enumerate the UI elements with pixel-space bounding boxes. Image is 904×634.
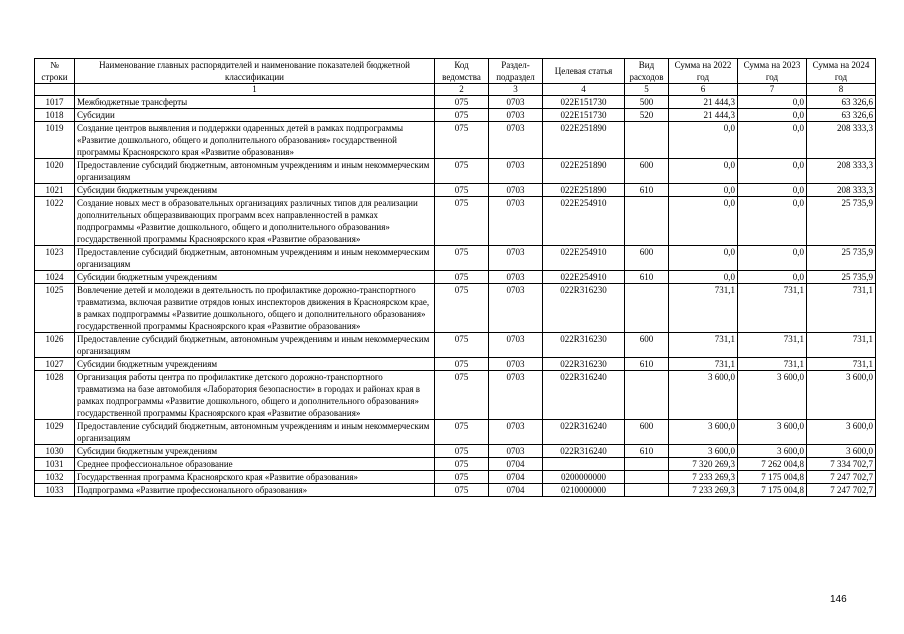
column-numbers-row <box>35 84 876 96</box>
row-sum-2023: 0,0 <box>738 109 807 122</box>
row-target: 022R316230 <box>543 333 625 358</box>
row-target: 022R316240 <box>543 371 625 420</box>
row-sum-2024: 208 333,3 <box>807 184 876 197</box>
row-sum-2022: 3 600,0 <box>669 445 738 458</box>
row-sum-2022: 21 444,3 <box>669 96 738 109</box>
row-dept-code: 075 <box>435 271 489 284</box>
row-sum-2022: 0,0 <box>669 197 738 246</box>
row-sum-2024: 731,1 <box>807 333 876 358</box>
row-dept-code: 075 <box>435 484 489 497</box>
row-section: 0704 <box>489 484 543 497</box>
row-target: 022E254910 <box>543 271 625 284</box>
row-expense-type: 610 <box>625 271 669 284</box>
row-sum-2023: 7 262 004,8 <box>738 458 807 471</box>
row-sum-2022: 0,0 <box>669 122 738 159</box>
column-number: 2 <box>435 84 489 96</box>
row-sum-2023: 3 600,0 <box>738 420 807 445</box>
row-name: Государственная программа Красноярского края «Развитие образования» <box>75 471 435 484</box>
row-expense-type: 600 <box>625 420 669 445</box>
row-sum-2023: 0,0 <box>738 197 807 246</box>
row-section: 0703 <box>489 122 543 159</box>
row-expense-type: 520 <box>625 109 669 122</box>
row-number: 1029 <box>35 420 75 445</box>
row-sum-2024: 208 333,3 <box>807 122 876 159</box>
row-sum-2022: 0,0 <box>669 184 738 197</box>
header-sum-2024: Сумма на 2024 год <box>807 59 876 84</box>
row-name: Субсидии бюджетным учреждениям <box>75 358 435 371</box>
row-dept-code: 075 <box>435 420 489 445</box>
header-sum-2022: Сумма на 2022 год <box>669 59 738 84</box>
header-sum-2023: Сумма на 2023 год <box>738 59 807 84</box>
row-sum-2024: 25 735,9 <box>807 271 876 284</box>
row-dept-code: 075 <box>435 197 489 246</box>
row-target: 022E151730 <box>543 109 625 122</box>
row-section: 0703 <box>489 445 543 458</box>
row-sum-2024: 3 600,0 <box>807 445 876 458</box>
row-section: 0703 <box>489 271 543 284</box>
row-sum-2023: 0,0 <box>738 96 807 109</box>
table-row <box>35 445 876 458</box>
table-row <box>35 420 876 445</box>
table-row <box>35 284 876 333</box>
row-expense-type <box>625 197 669 246</box>
row-dept-code: 075 <box>435 159 489 184</box>
header-row <box>35 59 876 84</box>
row-name: Создание новых мест в образовательных организациях различных типов для реализации дополнительных общеразвивающих программ всех направленностей в рамках подпрограммы «Развитие дошкольного, общего и дополнительного образования» государственной программы Красноярского края «Развитие образования» <box>75 197 435 246</box>
row-expense-type <box>625 458 669 471</box>
row-sum-2023: 3 600,0 <box>738 371 807 420</box>
row-dept-code: 075 <box>435 122 489 159</box>
row-dept-code: 075 <box>435 284 489 333</box>
row-sum-2023: 0,0 <box>738 246 807 271</box>
row-target: 022R316230 <box>543 284 625 333</box>
row-sum-2022: 3 600,0 <box>669 371 738 420</box>
row-sum-2022: 7 233 269,3 <box>669 471 738 484</box>
row-name: Предоставление субсидий бюджетным, автономным учреждениям и иным некоммерческим организациям <box>75 333 435 358</box>
column-number: 6 <box>669 84 738 96</box>
row-sum-2023: 0,0 <box>738 184 807 197</box>
row-target: 022R316240 <box>543 445 625 458</box>
row-number: 1022 <box>35 197 75 246</box>
row-expense-type <box>625 471 669 484</box>
column-number: 1 <box>75 84 435 96</box>
row-section: 0703 <box>489 184 543 197</box>
row-section: 0703 <box>489 96 543 109</box>
table-row <box>35 184 876 197</box>
row-expense-type: 610 <box>625 358 669 371</box>
row-target: 022E254910 <box>543 246 625 271</box>
row-sum-2022: 0,0 <box>669 159 738 184</box>
column-number: 4 <box>543 84 625 96</box>
row-target: 022E251890 <box>543 122 625 159</box>
row-sum-2022: 731,1 <box>669 333 738 358</box>
row-section: 0703 <box>489 246 543 271</box>
row-target: 022E151730 <box>543 96 625 109</box>
table-row <box>35 96 876 109</box>
table-row <box>35 371 876 420</box>
row-sum-2022: 731,1 <box>669 358 738 371</box>
row-sum-2024: 25 735,9 <box>807 246 876 271</box>
row-number: 1017 <box>35 96 75 109</box>
row-sum-2022: 7 320 269,3 <box>669 458 738 471</box>
row-expense-type: 600 <box>625 159 669 184</box>
row-dept-code: 075 <box>435 471 489 484</box>
row-sum-2024: 63 326,6 <box>807 109 876 122</box>
row-number: 1033 <box>35 484 75 497</box>
row-name: Среднее профессиональное образование <box>75 458 435 471</box>
row-expense-type: 600 <box>625 333 669 358</box>
row-number: 1021 <box>35 184 75 197</box>
row-target: 0210000000 <box>543 484 625 497</box>
row-section: 0703 <box>489 420 543 445</box>
row-sum-2023: 7 175 004,8 <box>738 484 807 497</box>
row-expense-type <box>625 484 669 497</box>
row-target: 022R316240 <box>543 420 625 445</box>
header-expense-type: Вид расходов <box>625 59 669 84</box>
row-dept-code: 075 <box>435 458 489 471</box>
row-section: 0703 <box>489 109 543 122</box>
row-sum-2022: 731,1 <box>669 284 738 333</box>
table-body <box>35 96 876 497</box>
row-sum-2024: 208 333,3 <box>807 159 876 184</box>
row-sum-2023: 731,1 <box>738 333 807 358</box>
row-name: Предоставление субсидий бюджетным, автономным учреждениям и иным некоммерческим организациям <box>75 159 435 184</box>
row-sum-2023: 731,1 <box>738 358 807 371</box>
row-expense-type <box>625 284 669 333</box>
row-number: 1023 <box>35 246 75 271</box>
row-sum-2023: 7 175 004,8 <box>738 471 807 484</box>
row-number: 1031 <box>35 458 75 471</box>
row-dept-code: 075 <box>435 333 489 358</box>
row-section: 0703 <box>489 333 543 358</box>
page-number: 146 <box>830 594 847 605</box>
table-row <box>35 159 876 184</box>
row-sum-2023: 0,0 <box>738 271 807 284</box>
row-number: 1030 <box>35 445 75 458</box>
row-section: 0703 <box>489 358 543 371</box>
row-sum-2024: 63 326,6 <box>807 96 876 109</box>
row-name: Предоставление субсидий бюджетным, автономным учреждениям и иным некоммерческим организациям <box>75 246 435 271</box>
row-expense-type: 610 <box>625 184 669 197</box>
table-row <box>35 122 876 159</box>
row-sum-2022: 7 233 269,3 <box>669 484 738 497</box>
row-number: 1027 <box>35 358 75 371</box>
table-row <box>35 333 876 358</box>
row-target: 022E251890 <box>543 184 625 197</box>
row-sum-2024: 25 735,9 <box>807 197 876 246</box>
row-name: Субсидии бюджетным учреждениям <box>75 184 435 197</box>
row-dept-code: 075 <box>435 371 489 420</box>
row-sum-2024: 7 247 702,7 <box>807 471 876 484</box>
row-section: 0703 <box>489 371 543 420</box>
row-sum-2023: 3 600,0 <box>738 445 807 458</box>
row-target: 022E254910 <box>543 197 625 246</box>
row-sum-2024: 731,1 <box>807 358 876 371</box>
row-expense-type <box>625 371 669 420</box>
row-number: 1018 <box>35 109 75 122</box>
row-sum-2022: 0,0 <box>669 246 738 271</box>
row-target <box>543 458 625 471</box>
row-sum-2023: 731,1 <box>738 284 807 333</box>
row-target: 0200000000 <box>543 471 625 484</box>
column-number <box>35 84 75 96</box>
row-sum-2024: 7 334 702,7 <box>807 458 876 471</box>
row-name: Субсидии бюджетным учреждениям <box>75 445 435 458</box>
row-name: Подпрограмма «Развитие профессионального образования» <box>75 484 435 497</box>
column-number: 3 <box>489 84 543 96</box>
row-number: 1026 <box>35 333 75 358</box>
row-sum-2024: 3 600,0 <box>807 420 876 445</box>
row-sum-2024: 731,1 <box>807 284 876 333</box>
row-dept-code: 075 <box>435 445 489 458</box>
row-expense-type: 600 <box>625 246 669 271</box>
header-target: Целевая статья <box>543 59 625 84</box>
header-row-no: № строки <box>35 59 75 84</box>
table-row <box>35 271 876 284</box>
table-row <box>35 109 876 122</box>
header-name: Наименование главных распорядителей и наименование показателей бюджетной классификации <box>75 59 435 84</box>
row-section: 0703 <box>489 284 543 333</box>
row-section: 0704 <box>489 458 543 471</box>
row-name: Межбюджетные трансферты <box>75 96 435 109</box>
row-dept-code: 075 <box>435 246 489 271</box>
header-dept-code: Код ведомства <box>435 59 489 84</box>
row-dept-code: 075 <box>435 109 489 122</box>
row-sum-2024: 3 600,0 <box>807 371 876 420</box>
column-number: 8 <box>807 84 876 96</box>
row-sum-2024: 7 247 702,7 <box>807 484 876 497</box>
row-number: 1020 <box>35 159 75 184</box>
row-section: 0703 <box>489 197 543 246</box>
budget-table <box>34 58 876 497</box>
row-number: 1032 <box>35 471 75 484</box>
row-name: Предоставление субсидий бюджетным, автономным учреждениям и иным некоммерческим организациям <box>75 420 435 445</box>
column-number: 5 <box>625 84 669 96</box>
row-name: Создание центров выявления и поддержки одаренных детей в рамках подпрограммы «Развитие дошкольного, общего и дополнительного образования» государственной программы Красноярского края «Развитие образования» <box>75 122 435 159</box>
row-name: Субсидии <box>75 109 435 122</box>
row-sum-2022: 21 444,3 <box>669 109 738 122</box>
row-name: Организация работы центра по профилактике детского дорожно-транспортного травматизма на базе автомобиля «Лаборатория безопасности» в городах и районах края в рамках подпрограммы «Развитие дошкольного, общего и дополнительного образования» государственной программы Красноярского края «Развитие образования» <box>75 371 435 420</box>
header-section: Раздел-подраздел <box>489 59 543 84</box>
table-row <box>35 471 876 484</box>
row-expense-type <box>625 122 669 159</box>
row-target: 022R316230 <box>543 358 625 371</box>
row-sum-2022: 3 600,0 <box>669 420 738 445</box>
table-row <box>35 458 876 471</box>
row-sum-2023: 0,0 <box>738 159 807 184</box>
row-number: 1024 <box>35 271 75 284</box>
row-name: Вовлечение детей и молодежи в деятельность по профилактике дорожно-транспортного травматизма, включая развитие отрядов юных инспекторов движения в Красноярском крае, в рамках подпрограммы «Развитие дошкольного, общего и дополнительного образования» государственной программы Красноярского края «Развитие образования» <box>75 284 435 333</box>
row-number: 1028 <box>35 371 75 420</box>
row-sum-2023: 0,0 <box>738 122 807 159</box>
row-dept-code: 075 <box>435 358 489 371</box>
row-dept-code: 075 <box>435 96 489 109</box>
column-number: 7 <box>738 84 807 96</box>
row-expense-type: 500 <box>625 96 669 109</box>
row-section: 0703 <box>489 159 543 184</box>
table-row <box>35 197 876 246</box>
row-number: 1025 <box>35 284 75 333</box>
table-row <box>35 246 876 271</box>
table-row <box>35 358 876 371</box>
row-expense-type: 610 <box>625 445 669 458</box>
row-number: 1019 <box>35 122 75 159</box>
row-sum-2022: 0,0 <box>669 271 738 284</box>
table-row <box>35 484 876 497</box>
row-name: Субсидии бюджетным учреждениям <box>75 271 435 284</box>
row-dept-code: 075 <box>435 184 489 197</box>
row-section: 0704 <box>489 471 543 484</box>
row-target: 022E251890 <box>543 159 625 184</box>
